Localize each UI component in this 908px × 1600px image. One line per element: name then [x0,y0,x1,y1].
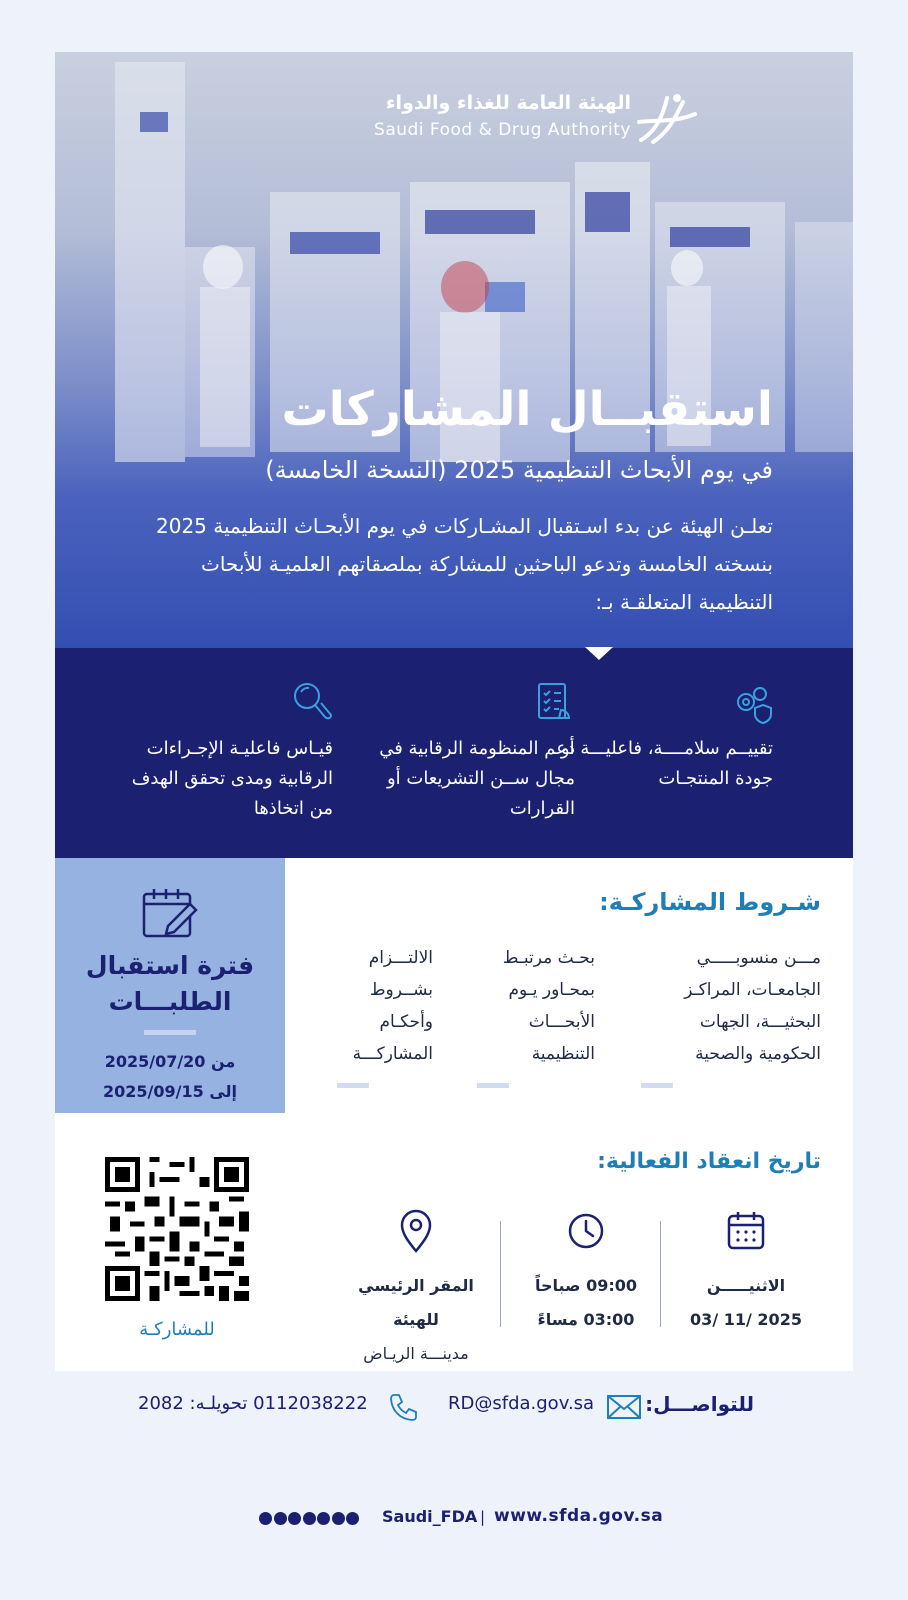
topic-text: دعم المنظومة الرقابية في مجال ســن التشريعات أو القرارات [379,738,575,819]
tiktok-icon[interactable] [346,1512,359,1525]
pointer-notch [585,647,613,660]
divider [337,1083,369,1088]
clock-icon [566,1209,606,1253]
social-handle[interactable]: Saudi_FDA [382,1507,478,1526]
logo-arabic-name: الهيئة العامة للغذاء والدواء [385,92,631,114]
qr-label: للمشاركـة [139,1319,215,1340]
venue-city: مدينـــة الريـاض [363,1344,469,1363]
hero-banner [55,52,853,648]
topic-text: قيـاس فاعليـة الإجـراءات الرقابية ومدى تحقق الهدف من اتخاذها [131,738,333,819]
event-details-section [55,1113,853,1371]
venue-name: المقر الرئيسي للهيئة [358,1276,474,1329]
topic-text: تقييــم سلامــــة، فاعليـــة أو جودة المنتجـات [560,738,773,789]
topic-item [355,680,575,824]
sfda-logo [291,92,631,152]
contact-label: للتواصـــل: [645,1392,754,1416]
event-time-start: 09:00 صباحاً [534,1276,638,1295]
facebook-icon[interactable] [317,1512,330,1525]
event-day: الاثنيـــــن [706,1276,786,1295]
contact-email[interactable]: RD@sfda.gov.sa [448,1393,595,1414]
hero-subtitle: في يوم الأبحاث التنظيمية 2025 (النسخة الخامسة) [265,456,773,484]
condition-item [337,942,433,1070]
event-time-end: 03:00 مساءً [537,1310,635,1329]
period-title: فترة استقبال الطلبـــات [85,951,255,1016]
period-to: إلى 2025/09/15 [103,1082,237,1101]
youtube-icon[interactable] [303,1512,316,1525]
instagram-icon[interactable] [288,1512,301,1525]
event-venue [341,1209,491,1371]
condition-text: بحـث مرتبـط بمحـاور يـوم الأبحـــاث التنظيمية [502,948,595,1064]
period-dates [55,1047,285,1107]
event-date [671,1209,821,1337]
participation-section [55,858,853,1113]
condition-item [641,942,821,1070]
topic-item [113,680,333,824]
condition-item [477,942,595,1070]
qr-code[interactable] [105,1157,249,1301]
checklist-icon [531,680,575,724]
calendar-edit-icon [140,886,200,940]
hero-description: تعلـن الهيئة عن بدء اسـتقبال المشـاركات في يوم الأبحـاث التنظيمية 2025 بنسخته الخامسة وتدعو الباحثين للمشاركة بملصقاتهم العلميـة للأبحاث التنظيمية المتعلقـة بـ: [156,514,773,614]
condition-text: مـــن منسوبـــــي الجامعـات، المراكـز البحثيـــة، الجهات الحكومية والصحية [684,948,821,1064]
divider [477,1083,509,1088]
hero-title: استقبــال المشاركات [281,382,773,437]
event-date-value: 2025 /11 /03 [690,1310,802,1329]
divider [500,1221,501,1327]
phone-icon [388,1392,418,1422]
sfda-emblem-icon [633,92,699,148]
event-title: تاريخ انعقاد الفعالية: [597,1149,821,1174]
threads-icon[interactable] [332,1512,345,1525]
submission-period-panel [55,858,285,1113]
period-from: من 2025/07/20 [104,1052,236,1071]
divider [641,1083,673,1088]
gears-shield-icon [729,680,773,724]
footer-separator: | [480,1508,486,1526]
x-icon[interactable] [259,1512,272,1525]
divider [144,1030,196,1035]
topic-item [553,680,773,794]
social-icons [259,1510,377,1526]
snapchat-icon[interactable] [274,1512,287,1525]
location-pin-icon [396,1209,436,1253]
website-link[interactable]: www.sfda.gov.sa [494,1506,664,1526]
contact-phone[interactable]: 0112038222 تحويلـه: 2082 [138,1393,368,1414]
calendar-icon [726,1209,766,1253]
magnifier-hand-icon [289,680,333,724]
research-topics [55,648,853,858]
envelope-icon [606,1394,642,1420]
logo-english-name: Saudi Food & Drug Authority [374,120,631,140]
event-time [511,1209,661,1337]
conditions-title: شـروط المشاركـة: [599,888,821,916]
condition-text: الالتـــزام بشــروط وأحكـام المشاركـــة [352,948,433,1064]
